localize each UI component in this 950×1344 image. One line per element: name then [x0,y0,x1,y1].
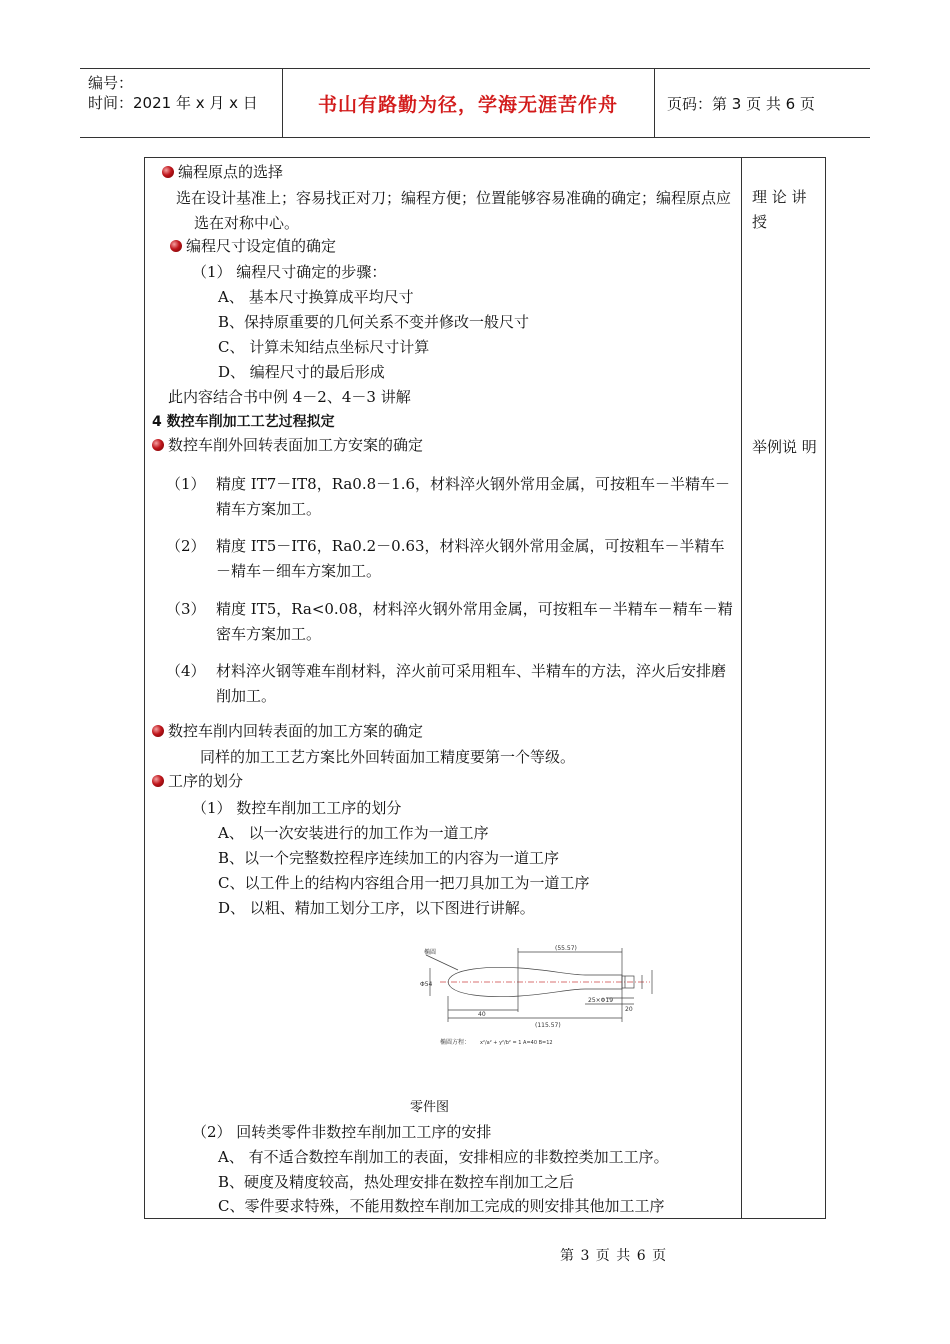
page-footer: 第 3 页 共 6 页 [560,1248,668,1264]
proc-d: D、 以粗、精加工划分工序，以下图进行讲解。 [218,899,535,917]
outer-item [166,472,736,522]
dim-top: (55.57) [555,945,577,952]
outer-item-text: 材料淬火钢等难车削材料，淬火前可采用粗车、半精车的方法，淬火后安排磨削加工。 [216,662,727,705]
outer-item-num: （3） [166,600,206,618]
header-meta [80,69,283,137]
label-ellipse: 椭圆 [424,949,437,956]
heading-outer [152,434,423,455]
heading-origin-text: 编程原点的选择 [178,163,284,181]
inner-text: 同样的加工工艺方案比外回转面加工精度要第一个等级。 [200,748,576,766]
dim-40: 40 [478,1011,486,1018]
outer-item [166,597,736,647]
part-drawing [410,940,660,1060]
heading-inner [152,720,423,741]
outer-item-num: （2） [166,537,206,555]
bullet-icon [152,725,164,737]
eq-label: 椭圆方程： [440,1039,471,1046]
heading-inner-text: 数控车削内回转表面的加工方案的确定 [168,722,424,740]
outer-item [166,534,736,584]
heading-process [152,770,243,791]
dim-c: C、 计算未知结点坐标尺寸计算 [218,338,430,356]
dim-a: A、 基本尺寸换算成平均尺寸 [218,288,414,306]
outer-item-text: 精度 IT5－IT6，Ra0.2－0.63，材料淬火钢外常用金属，可按粗车－半精车－精车－细车方案加工。 [216,537,725,580]
origin-paragraph [176,186,734,236]
header-motto: 书山有路勤为径，学海无涯苦作舟 [282,69,655,137]
dim-ref: 此内容结合书中例 4－2、4－3 讲解 [168,388,411,406]
heading-process-text: 工序的划分 [168,772,244,790]
dim-step: （1） 编程尺寸确定的步骤： [192,263,387,281]
dim-b: B、保持原重要的几何关系不变并修改一般尺寸 [218,313,530,331]
column-divider [741,157,742,1218]
outer-item-text: 精度 IT5，Ra<0.08，材料淬火钢外常用金属，可按粗车－半精车－精车－精密车方案加工。 [216,600,733,643]
bullet-icon [152,439,164,451]
time-label: 时间：2021 年 x 月 x 日 [88,94,258,112]
outer-item-text: 精度 IT7－IT8，Ra0.8－1.6，材料淬火钢外常用金属，可按粗车－半精车－精车方案加工。 [216,475,731,518]
section-4-title: 4 数控车削加工工艺过程拟定 [152,414,335,430]
dim-thread: 25×Φ19 [588,997,614,1004]
outer-item [166,659,736,709]
proc-c: C、以工件上的结构内容组合用一把刀具加工为一道工序 [218,874,590,892]
side-note-example: 举例说 明 [752,438,817,456]
heading-outer-text: 数控车削外回转表面加工方安案的确定 [168,436,424,454]
arr-a: A、 有不适合数控车削加工的表面，安排相应的非数控类加工工序。 [218,1148,669,1166]
dim-phi: Φ54 [420,981,433,988]
dim-20: 20 [625,1006,633,1013]
outer-item-num: （1） [166,475,206,493]
heading-dimension [170,235,336,256]
arr-b: B、硬度及精度较高，热处理安排在数控车削加工之后 [218,1173,575,1191]
side-note-theory: 理 论 讲 授 [752,188,807,231]
arr-step: （2） 回转类零件非数控车削加工工序的安排 [192,1123,492,1141]
number-label: 编号： [88,74,134,92]
proc-b: B、以一个完整数控程序连续加工的内容为一道工序 [218,849,560,867]
bullet-icon [152,775,164,787]
page-header [80,68,870,138]
arr-c: C、零件要求特殊，不能用数控车削加工完成的则安排其他加工工序 [218,1197,665,1215]
heading-dimension-text: 编程尺寸设定值的确定 [186,237,337,255]
dim-total: (115.57) [535,1022,561,1029]
bullet-icon [162,166,174,178]
heading-origin [162,161,283,182]
origin-text: 选在设计基准上；容易找正对刀；编程方便；位置能够容易准确的确定；编程原点应选在对称中心。 [176,189,732,232]
figure-caption: 零件图 [410,1100,450,1115]
proc-a: A、 以一次安装进行的加工作为一道工序 [218,824,489,842]
outer-item-num: （4） [166,662,206,680]
bullet-icon [170,240,182,252]
dim-d: D、 编程尺寸的最后形成 [218,363,385,381]
eq-text: x²/a² + y²/b² = 1 A=40 B=12 [480,1040,553,1046]
header-page-info: 页码：第 3 页 共 6 页 [667,94,815,113]
proc-step: （1） 数控车削加工工序的划分 [192,799,402,817]
